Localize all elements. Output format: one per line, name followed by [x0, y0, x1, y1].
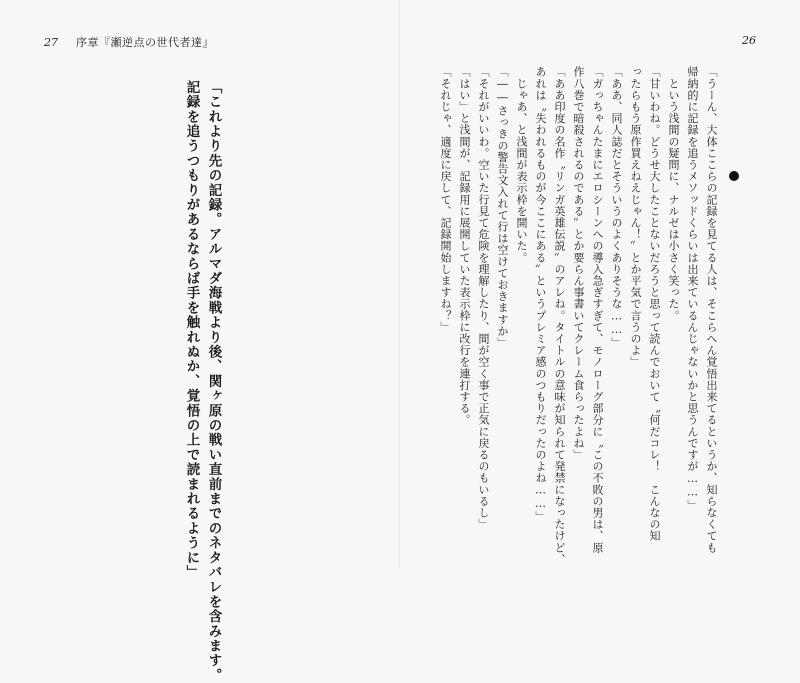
body-line-7: 「ガっちゃんたまにエロシーンへの導入急ぎすぎて、モノローグ部分に〝この不敗の男は、原 — [591, 66, 604, 554]
body-line-5: ったらもう原作買えねえじゃん！〟とか平気で言うのよ」 — [629, 66, 642, 368]
left-page-number: 27 — [44, 36, 58, 49]
warning-line-2: 記録を追うつもりがあるならば手を触れぬか、覚悟の上で読まれるように」 — [183, 80, 200, 580]
body-line-12: 「――さっきの警告文入れて行は空けておきますか」 — [496, 66, 509, 349]
running-head: 序章『瀬逆点の世代者達』 — [76, 36, 214, 49]
body-line-15: 「それじゃ、適度に戻して、記録開始しますね？」 — [439, 66, 452, 333]
right-page — [400, 0, 800, 568]
body-line-10: あれは〝失われるものが今ここにある〟というプレミア感のつもりだったのよね……」 — [534, 66, 547, 523]
body-line-2: 帰納的に記録を追うメソッドくらいは出来ているんじゃないかと思うんですが……」 — [686, 66, 699, 511]
body-line-11: じゃあ、と浅間が表示枠を開いた。 — [515, 66, 528, 264]
bullet-mark — [729, 171, 739, 181]
body-line-4: 「甘いわね。どうせ大したことないだろうと思って読んでおいて〝何だコレ！ こんなの知 — [648, 66, 661, 542]
body-line-6: 「ああ、同人誌だとそういうのよくありそうな……」 — [610, 66, 623, 349]
warning-line-1: 「これより先の記録。アルマダ海戦より後、関ヶ原の戦い直前までのネタバレを含みます。 — [205, 80, 222, 683]
body-line-1: 「うーん、大体ここらの記録を見てる人は、そこらへん覚悟出来てるというか、知らなくても — [705, 66, 718, 554]
body-line-3: という浅間の疑問に、ナルゼは小さく笑った。 — [667, 66, 680, 322]
body-line-13: 「それがいいわ。空いた行見て危険を理解したり、間が空く事で正気に戻るのもいるし」 — [477, 66, 490, 530]
body-line-9: 「ああ印度の名作〝リンガ英雄伝説〟のアレね。タイトルの意味が知られて発禁になったけど、 — [553, 66, 566, 565]
body-line-8: 作八巻で暗殺されるのである〟とか要らん事書いてクレーム食らったよね」 — [572, 66, 585, 461]
body-line-14: 「はい」と浅間が、記録用に展開していた表示枠に改行を連打する。 — [458, 66, 471, 426]
right-page-number: 26 — [742, 34, 756, 47]
left-page-header — [44, 34, 214, 50]
